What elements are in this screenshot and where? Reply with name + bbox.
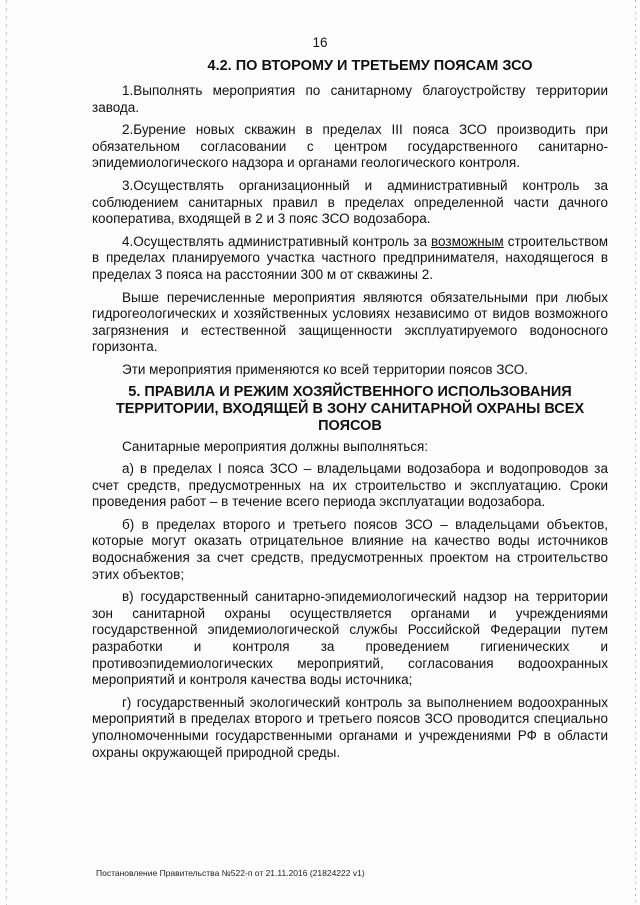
page-number: 16 [312,35,328,50]
section-5-intro: Санитарные мероприятия должны выполняться: [122,438,429,454]
footer-document-reference: Постановление Правительства №522-п от 21.11.2016 (21824222 v1) [96,868,365,878]
scan-edge-left [6,0,7,905]
section-4-2-note-2: Эти мероприятия применяются ко всей территории поясов ЗСО. [122,361,529,377]
section-4-2-item-1: 1.Выполнять мероприятия по санитарному благоустройству территории завода. [92,83,608,115]
section-4-2-item-3: 3.Осуществлять организационный и административный контроль за соблюдением санитарных правил в пределах определенной части дачного кооператива, входящей в 2 и 3 пояс ЗСО водозабора. [92,177,608,227]
document-body [92,58,608,767]
section-5-heading: 5. ПРАВИЛА И РЕЖИМ ХОЗЯЙСТВЕННОГО ИСПОЛЬЗОВАНИЯ ТЕРРИТОРИИ, ВХОДЯЩЕЙ В ЗОНУ САНИТАРНОЙ ОХРАНЫ ВСЕХ ПОЯСОВ [115,383,585,434]
section-5-item-a: а) в пределах I пояса ЗСО – владельцами водозабора и водопроводов за счет средств, предусмотренных на их строительство и эксплуатацию. Сроки проведения работ – в течение всего периода эксплуатации водозабора. [92,461,608,510]
section-5-item-b: б) в пределах второго и третьего поясов ЗСО – владельцами объектов, которые могут оказать отрицательное влияние на качество воды источников водоснабжения за счет средств, предусмотренных проектом на строительство этих объектов; [92,516,608,582]
item-4-text-after: строительством в пределах планируемого участка частного предпринимателя, находящегося в пределах 3 пояса на расстоянии 300 м от скважины 2. [92,233,608,282]
section-5-item-v: в) государственный санитарно-эпидемиологический надзор на территории зон санитарной охраны осуществляется органами и учреждениями государственной эпидемиологической службы Российской Федерации путем разработки и контроля за проведением гигиенических и противоэпидемиологических мероприятий, согласования водоохранных мероприятий и контроля качества воды источника; [92,589,608,688]
section-4-2-item-4 [92,234,608,284]
section-4-2-item-2: 2.Бурение новых скважин в пределах III пояса ЗСО производить при обязательном согласовании с центром государственного санитарно-эпидемиологического надзора и органами геологического контроля. [92,122,608,171]
item-4-text-before: 4.Осуществлять административный контроль за [122,233,432,249]
section-4-2-note-1: Выше перечисленные мероприятия являются обязательными при любых гидрогеологических и хозяйственных условиях независимо от видов возможного загрязнения и естественной защищенности эксплуатируемого водоносного горизонта. [92,289,608,355]
section-5-item-g: г) государственный экологический контроль за выполнением водоохранных мероприятий в пределах второго и третьего поясов ЗСО проводится специально уполномоченными государственными органами и учреждениями РФ в области охраны окружающей природной среды. [92,694,608,760]
section-4-2-heading: 4.2. ПО ВТОРОМУ И ТРЕТЬЕМУ ПОЯСАМ ЗСО [207,58,533,74]
item-4-underlined-word: возможным [431,233,504,249]
scan-edge-right [635,0,636,905]
